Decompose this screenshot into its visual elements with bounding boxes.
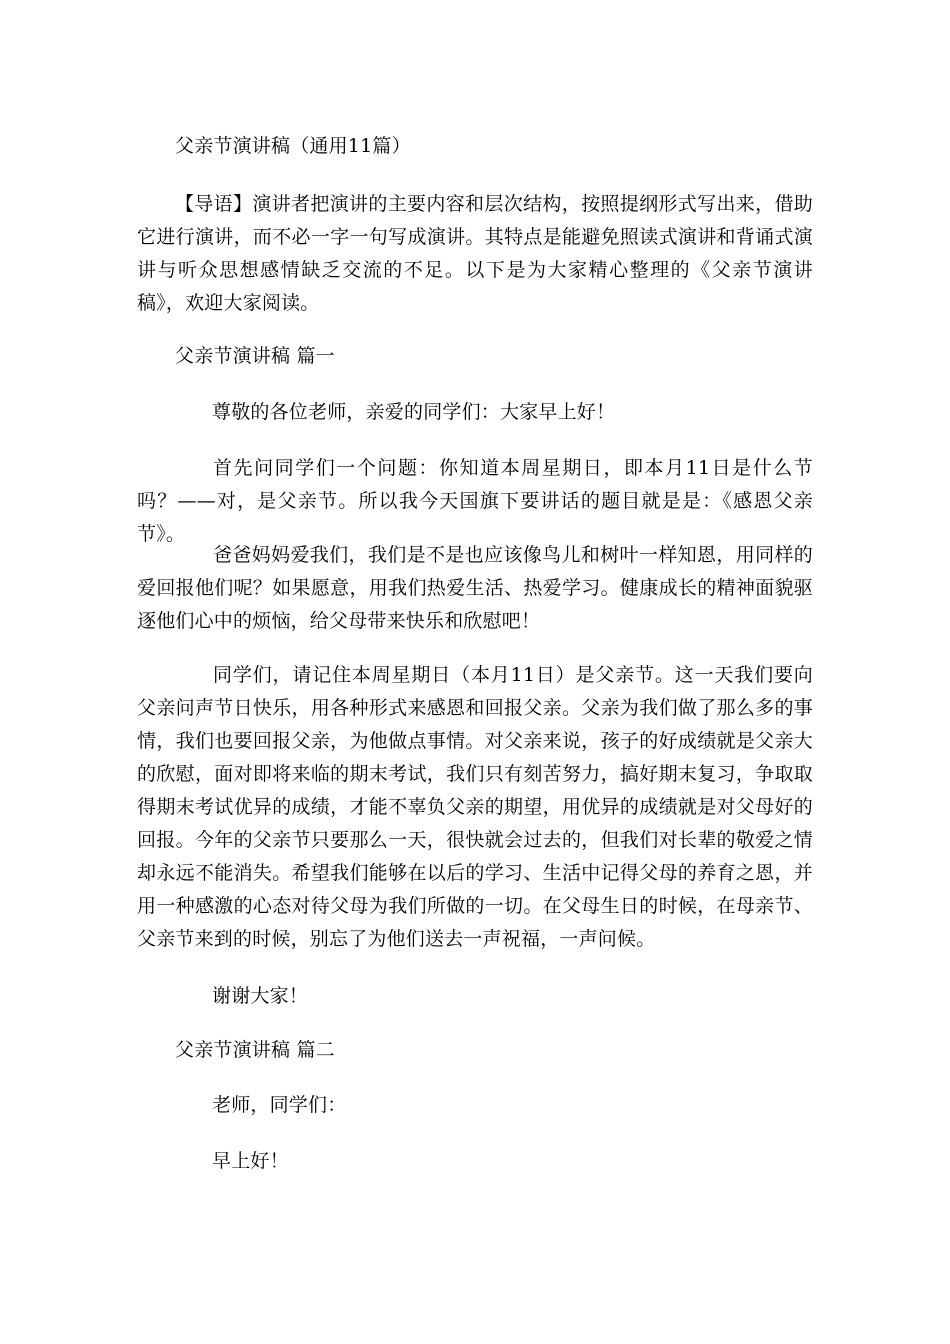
section1-paragraph-3: 同学们，请记住本周星期日（本月11日）是父亲节。这一天我们要向父亲问声节日快乐，用各种形式来感恩和回报父亲。父亲为我们做了那么多的事情，我们也要回报父亲，为他做点事情。对父亲来说，孩子的好成绩就是父亲大的欣慰，面对即将来临的期末考试，我们只有刻苦努力，搞好期末复习，争取取得期末考试优异的成绩，才能不辜负父亲的期望，用优异的成绩就是对父母好的回报。今年的父亲节只要那么一天，很快就会过去的，但我们对长辈的敬爱之情却永远不能消失。希望我们能够在以后的学习、生活中记得父母的养育之恩，并用一种感激的心态对待父母为我们所做的一切。在父母生日的时候，在母亲节、父亲节来到的时候，别忘了为他们送去一声祝福，一声问候。 (137, 664, 813, 950)
section-heading-1: 父亲节演讲稿 篇一 (175, 345, 335, 367)
section1-closing: 谢谢大家！ (212, 985, 309, 1007)
document-title: 父亲节演讲稿（通用11篇） (175, 135, 411, 157)
section1-paragraph-1: 首先问同学们一个问题：你知道本周星期日，即本月11日是什么节吗？——对，是父亲节。所以我今天国旗下要讲话的题目就是是：《感恩父亲节》。 (137, 457, 813, 545)
section-heading-2: 父亲节演讲稿 篇二 (175, 1039, 335, 1061)
section2-greeting: 老师，同学们： (212, 1094, 347, 1116)
section1-greeting: 尊敬的各位老师，亲爱的同学们：大家早上好！ (212, 401, 616, 423)
section1-paragraph-2: 爸爸妈妈爱我们，我们是不是也应该像鸟儿和树叶一样知恩，用同样的爱回报他们呢？如果愿意，用我们热爱生活、热爱学习。健康成长的精神面貌驱逐他们心中的烦恼，给父母带来快乐和欣慰吧！ (137, 544, 813, 632)
intro-paragraph: 【导语】演讲者把演讲的主要内容和层次结构，按照提纲形式写出来，借助它进行演讲，而不必一字一句写成演讲。其特点是能避免照读式演讲和背诵式演讲与听众思想感情缺乏交流的不足。以下是为大家精心整理的《父亲节演讲稿》，欢迎大家阅读。 (137, 193, 813, 314)
section2-paragraph-1: 早上好！ (212, 1150, 289, 1172)
